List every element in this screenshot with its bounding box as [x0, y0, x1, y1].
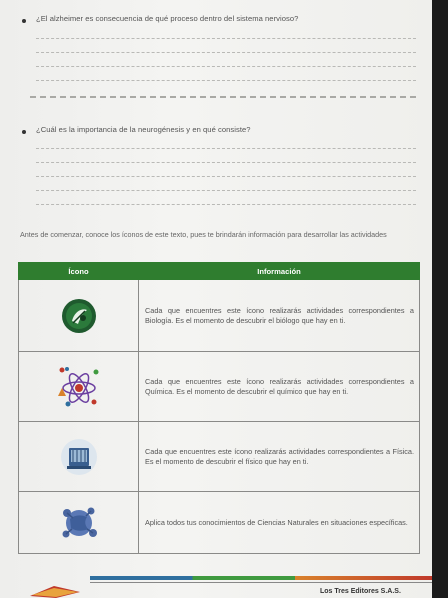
header-icon: Ícono: [19, 263, 139, 280]
answer-line: [36, 162, 416, 163]
answer-line: [36, 190, 416, 191]
answer-line: [30, 96, 416, 98]
row-text: Cada que encuentres este ícono realizarás actividades correspondientes a Química. Es el momento de descubrir el químico que hay en ti.: [139, 352, 420, 422]
question-1: ¿El alzheimer es consecuencia de qué proceso dentro del sistema nervioso?: [36, 14, 299, 23]
answer-line: [36, 52, 416, 53]
row-text: Cada que encuentres este ícono realizarás actividades correspondientes a Física. Es el momento de descubrir el físico que hay en ti.: [139, 422, 420, 492]
chemistry-atom-icon: [54, 364, 104, 410]
answer-line: [36, 176, 416, 177]
physics-icon: [60, 438, 98, 476]
footer-color-bar: [90, 576, 432, 580]
table-row: [19, 492, 420, 554]
footer-divider: [90, 582, 432, 583]
row-text: Cada que encuentres este ícono realizarás actividades correspondientes a Biología. Es el momento de descubrir el biólogo que hay en ti.: [139, 280, 420, 352]
table-row: [19, 422, 420, 492]
natural-sciences-icon: [57, 501, 101, 545]
table-row: [19, 280, 420, 352]
intro-text: Antes de comenzar, conoce los íconos de este texto, pues te brindarán información para desarrollar las actividades: [20, 230, 387, 239]
publisher-name: Los Tres Editores S.A.S.: [320, 588, 401, 595]
biology-icon: [61, 298, 97, 334]
answer-line: [36, 38, 416, 39]
bullet: [22, 19, 26, 23]
book-icon: [28, 582, 82, 598]
answer-line: [36, 204, 416, 205]
bullet: [22, 130, 26, 134]
answer-line: [36, 66, 416, 67]
header-information: Información: [139, 263, 420, 280]
icon-legend-table: [18, 262, 420, 554]
question-2: ¿Cuál es la importancia de la neurogénesis y en qué consiste?: [36, 125, 251, 134]
answer-line: [36, 80, 416, 81]
answer-line: [36, 148, 416, 149]
table-row: [19, 352, 420, 422]
row-text: Aplica todos tus conocimientos de Ciencias Naturales en situaciones específicas.: [139, 492, 420, 554]
